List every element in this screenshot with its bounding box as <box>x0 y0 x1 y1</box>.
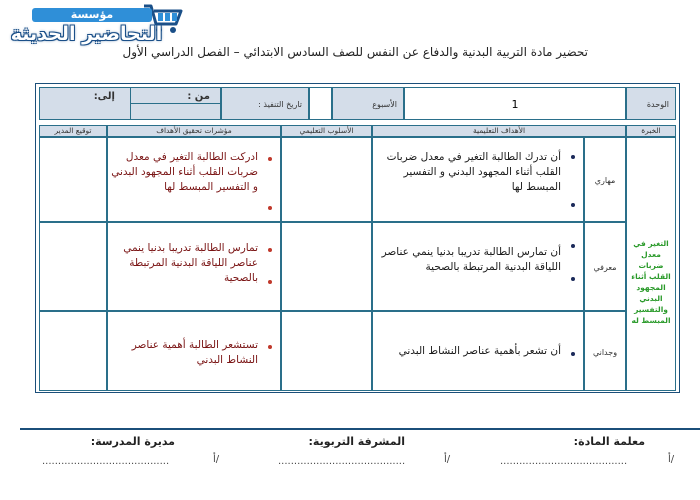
bullet-icon <box>268 345 272 349</box>
domain-label: معرفي <box>593 263 617 272</box>
objective-cell <box>372 137 584 222</box>
logo-name: التحاضير الحديثة <box>10 23 163 45</box>
supervisor-name-dots: ........................................ <box>278 456 406 467</box>
unit-label: الوحدة <box>646 100 669 109</box>
to-label: إلى: <box>93 91 115 102</box>
bullet-icon <box>268 157 272 161</box>
indicator-cell <box>107 137 281 222</box>
principal-name-dots: ........................................ <box>42 456 170 467</box>
bullet-icon <box>571 277 575 281</box>
page-title: تحضير مادة التربية البدنية والدفاع عن النفس للصف السادس الابتدائي – الفصل الدراسي الأول <box>122 45 588 59</box>
objective-text: أن تدرك الطالبة التغير في معدل ضربات القلب أثناء المجهود البدني و التفسير المبسط لها <box>386 151 561 193</box>
objective-cell <box>372 311 584 391</box>
col-manager-signature: توقيع المدير <box>39 125 107 137</box>
brand-logo <box>2 2 184 44</box>
manager-signature-cell <box>39 222 107 311</box>
col-method: الأسلوب التعليمي <box>281 125 372 137</box>
footer-divider <box>20 428 700 430</box>
experience-text: التغير في معدل ضربات القلب أثناء المجهود البدني والتفسير المبسط له <box>631 239 671 325</box>
bullet-icon <box>268 248 272 252</box>
bullet-icon <box>268 206 272 210</box>
unit-value: 1 <box>511 98 519 111</box>
method-cell <box>281 311 372 391</box>
week-label-cell <box>332 87 404 120</box>
domain-cell <box>584 137 626 222</box>
col-objectives: الأهداف التعليمية <box>372 125 626 137</box>
bullet-icon <box>571 203 575 207</box>
teacher-name-dots: ........................................ <box>500 456 628 467</box>
week-value-cell <box>309 87 332 120</box>
unit-value-cell <box>404 87 626 120</box>
lesson-plan-table <box>35 83 680 393</box>
teacher-name-prefix: أ/ <box>668 454 675 465</box>
domain-cell <box>584 222 626 311</box>
supervisor-label: المشرفة التربوية: <box>308 435 405 448</box>
experience-cell <box>626 137 676 391</box>
objective-text: أن تمارس الطالبة تدريبا بدنيا ينمي عناصر اللياقة البدنية المرتبطة بالصحية <box>381 246 561 273</box>
col-indicators: مؤشرات تحقيق الأهداف <box>107 125 281 137</box>
col-experience: الخبرة <box>626 125 676 137</box>
method-cell <box>281 222 372 311</box>
supervisor-name-prefix: أ/ <box>444 454 451 465</box>
unit-label-cell <box>626 87 676 120</box>
teacher-label: معلمة المادة: <box>573 435 645 448</box>
week-label: الأسبوع <box>372 100 397 109</box>
date-label-cell <box>221 87 309 120</box>
method-cell <box>281 137 372 222</box>
objective-text: أن تشعر بأهمية عناصر النشاط البدني <box>398 345 561 357</box>
manager-signature-cell <box>39 137 107 222</box>
indicator-cell <box>107 311 281 391</box>
bullet-icon <box>571 155 575 159</box>
indicator-text: ادركت الطالبة التغير في معدل ضربات القلب أثناء المجهود البدني و التفسير المبسط لها <box>111 151 258 193</box>
domain-label: مهاري <box>594 176 616 185</box>
bullet-icon <box>571 352 575 356</box>
principal-name-prefix: أ/ <box>213 454 220 465</box>
manager-signature-cell <box>39 311 107 391</box>
date-range-cell <box>39 87 221 120</box>
indicator-cell <box>107 222 281 311</box>
from-label: من : <box>187 91 210 102</box>
logo-subtitle: مؤسسة <box>32 8 152 22</box>
bullet-icon <box>571 244 575 248</box>
objective-cell <box>372 222 584 311</box>
domain-label: وجداني <box>592 348 618 357</box>
indicator-text: تمارس الطالبة تدريبا بدنيا ينمي عناصر اللياقة البدنية المرتبطة بالصحية <box>123 242 258 284</box>
indicator-text: تستشعر الطالبة أهمية عناصر النشاط البدني <box>131 339 258 366</box>
date-label: تاريخ التنفيذ : <box>258 100 302 109</box>
bullet-icon <box>268 280 272 284</box>
domain-cell <box>584 311 626 391</box>
principal-label: مديرة المدرسة: <box>90 435 175 448</box>
